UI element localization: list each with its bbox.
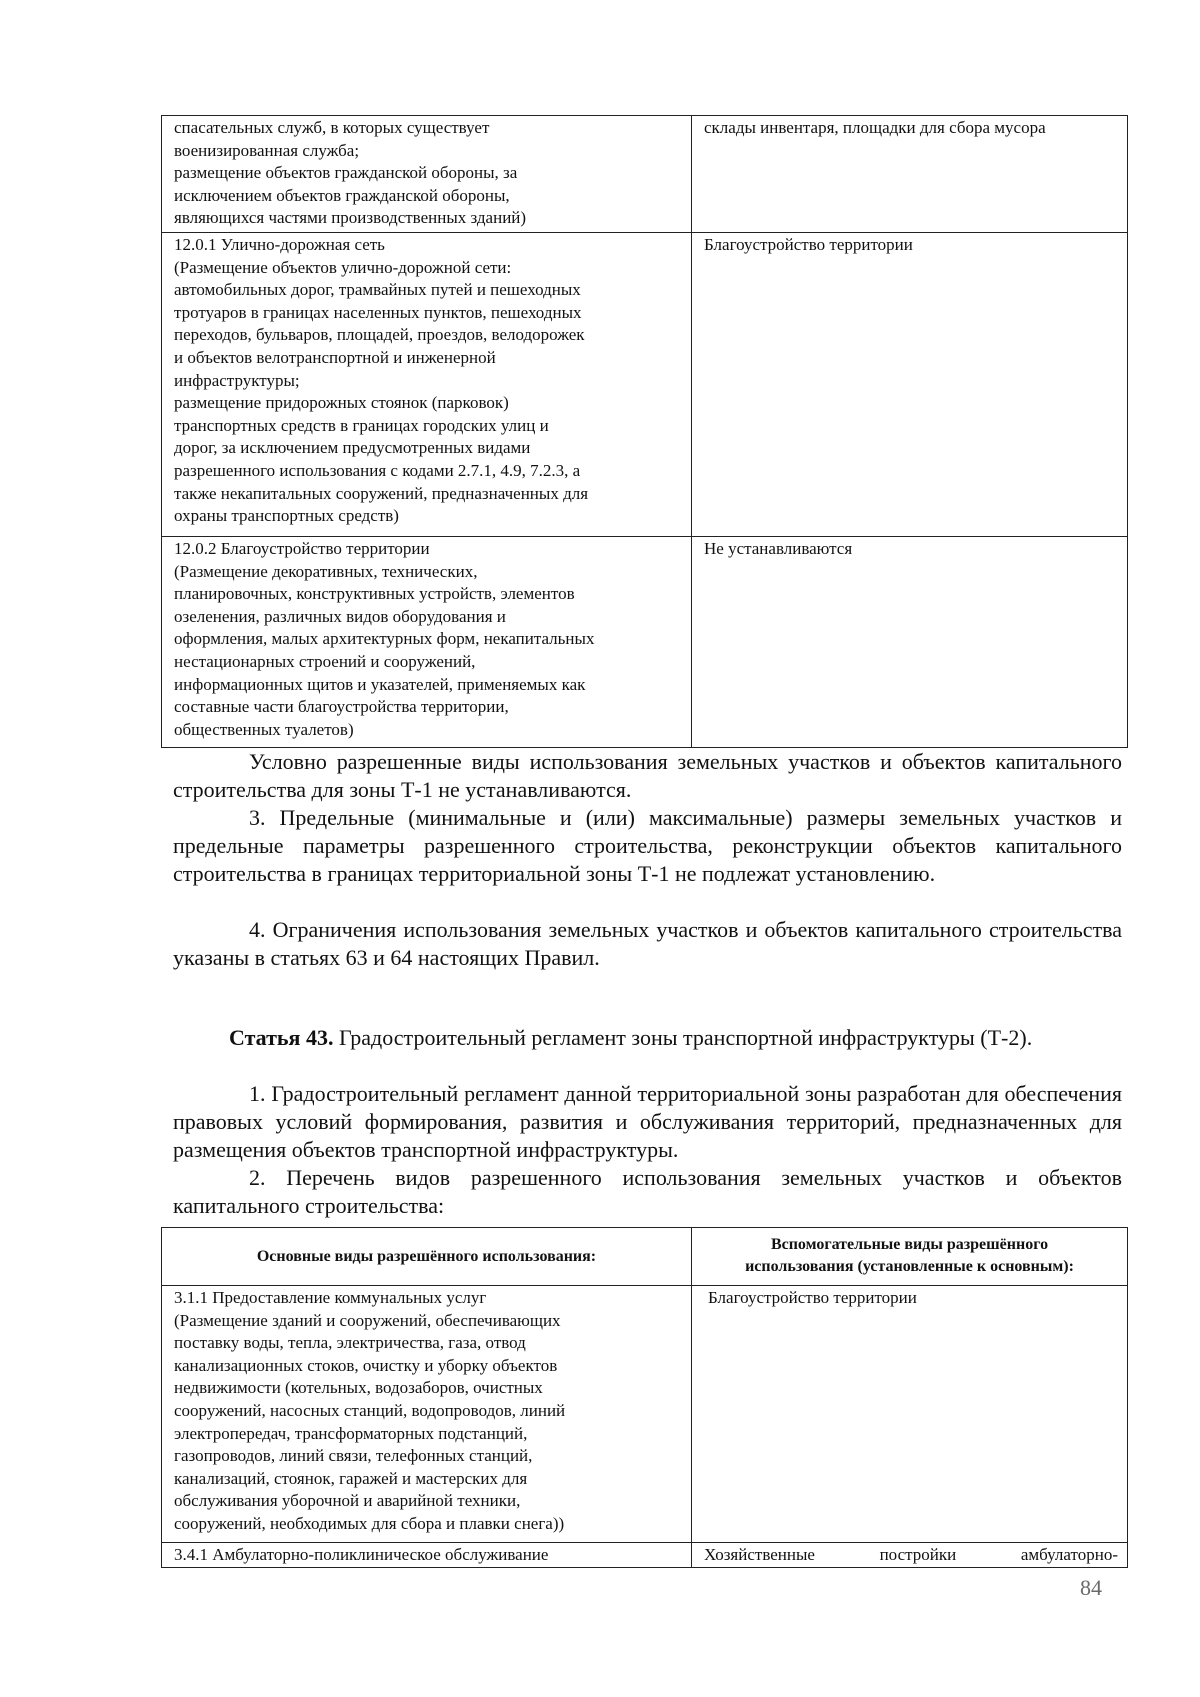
table-cell-main-use: спасательных служб, в которых существует военизированная служба; размещение объектов гражданской обороны, за исключением объектов гражданской обороны, являющихся частями производственных зданий) xyxy=(162,116,692,233)
paragraph-restrictions: 4. Ограничения использования земельных участков и объектов капитального строительства указаны в статьях 63 и 64 настоящих Правил. xyxy=(173,917,1122,970)
uses-table-t1 xyxy=(161,115,1128,748)
table-cell-aux-use: склады инвентаря, площадки для сбора мусора xyxy=(692,116,1128,233)
table-row xyxy=(162,233,1128,537)
table-cell-main-use: 12.0.2 Благоустройство территории (Размещение декоративных, технических, планировочных, конструктивных устройств, элементов озеленения, различных видов оборудования и оформления, малых архитектурных форм, некапитальных нестационарных строений и сооружений, информационных щитов и указателей, применяемых как составные части благоустройства территории, общественных туалетов) xyxy=(162,537,692,748)
table-cell-aux-use: Не устанавливаются xyxy=(692,537,1128,748)
page-number: 84 xyxy=(1080,1575,1102,1600)
table-header-row xyxy=(162,1228,1128,1286)
table-row xyxy=(162,1286,1128,1543)
paragraph-uses-list-intro: 2. Перечень видов разрешенного использования земельных участков и объектов капитального строительства: xyxy=(173,1165,1122,1218)
table-cell-aux-use: Благоустройство территории xyxy=(692,233,1128,537)
table-cell-main-use: 3.1.1 Предоставление коммунальных услуг (Размещение зданий и сооружений, обеспечивающих поставку воды, тепла, электричества, газа, отвод канализационных стоков, очистку и уборку объектов недвижимости (котельных, водозаборов, очистных сооружений, насосных станций, водопроводов, линий электропередач, трансформаторных подстанций, газопроводов, линий связи, телефонных станций, канализаций, стоянок, гаражей и мастерских для обслуживания уборочной и аварийной техники, сооружений, необходимых для сбора и плавки снега)) xyxy=(162,1286,692,1543)
paragraph-regulation-purpose: 1. Градостроительный регламент данной территориальной зоны разработан для обеспечения правовых условий формирования, развития и обслуживания территорий, предназначенных для размещения объектов транспортной инфраструктуры. xyxy=(173,1081,1122,1162)
header-main-uses: Основные виды разрешённого использования: xyxy=(162,1228,692,1286)
article-heading xyxy=(173,1024,1122,1052)
uses-table-t2 xyxy=(161,1227,1128,1568)
table-row xyxy=(162,537,1128,748)
table-cell-main-use: 12.0.1 Улично-дорожная сеть (Размещение объектов улично-дорожной сети: автомобильных дорог, трамвайных путей и пешеходных тротуаров в границах населенных пунктов, пешеходных переходов, бульваров, площадей, проездов, велодорожек и объектов велотранспортной и инженерной инфраструктуры; размещение придорожных стоянок (парковок) транспортных средств в границах городских улиц и дорог, за исключением предусмотренных видами разрешенного использования с кодами 2.7.1, 4.9, 7.2.3, а также некапитальных сооружений, предназначенных для охраны транспортных средств) xyxy=(162,233,692,537)
table-row xyxy=(162,116,1128,233)
table-cell-aux-use: Хозяйственные постройки амбулаторно- xyxy=(692,1543,1128,1568)
article-title: Градостроительный регламент зоны транспортной инфраструктуры (Т-2). xyxy=(338,1025,1033,1050)
table-cell-aux-use: Благоустройство территории xyxy=(692,1286,1128,1543)
table-row xyxy=(162,1543,1128,1568)
header-aux-uses: Вспомогательные виды разрешённого использования (установленные к основным): xyxy=(692,1228,1128,1286)
paragraph-limits: 3. Предельные (минимальные и (или) максимальные) размеры земельных участков и предельные параметры разрешенного строительства, реконструкции объектов капитального строительства в границах территориальной зоны Т-1 не подлежат установлению. xyxy=(173,805,1122,886)
table-cell-main-use: 3.4.1 Амбулаторно-поликлиническое обслуживание xyxy=(162,1543,692,1568)
article-label: Статья 43. xyxy=(229,1025,334,1050)
paragraph-conditional-uses: Условно разрешенные виды использования земельных участков и объектов капитального строительства для зоны Т-1 не устанавливаются. xyxy=(173,749,1122,802)
